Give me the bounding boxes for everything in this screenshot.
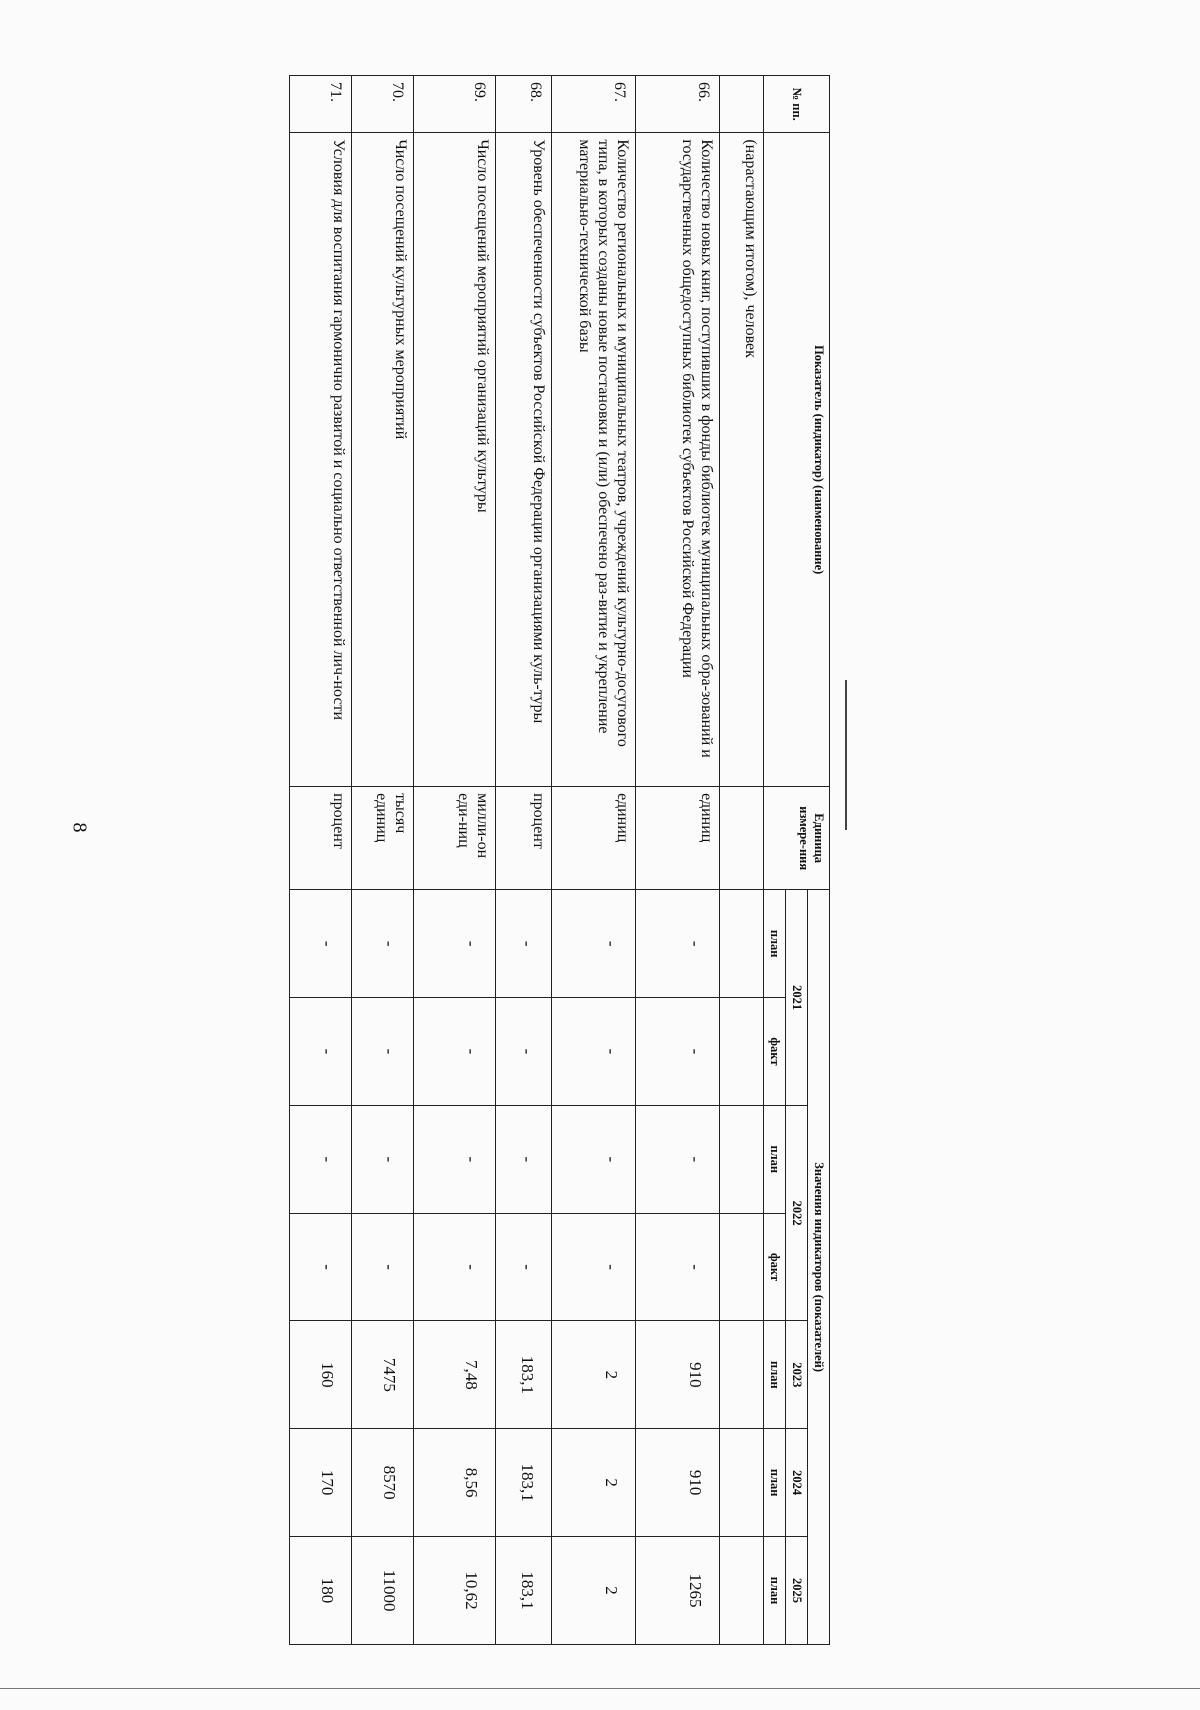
value-2023-plan: 7,48 — [414, 1321, 496, 1429]
page-number: 8 — [68, 822, 91, 833]
header-year-2021: 2021 — [786, 890, 808, 1106]
row-unit — [720, 787, 764, 890]
value-2022-plan: - — [552, 1105, 636, 1213]
value-2023-plan: 7475 — [352, 1321, 414, 1429]
header-sub-plan: план — [764, 1537, 786, 1645]
value-2023-plan: 160 — [290, 1321, 352, 1429]
value-2024-plan: 8,56 — [414, 1429, 496, 1537]
value-2022-fact: - — [496, 1213, 552, 1321]
value-2024-plan: 8570 — [352, 1429, 414, 1537]
header-sub-fact: факт — [764, 1213, 786, 1321]
row-unit: единиц — [552, 787, 636, 890]
row-unit: процент — [290, 787, 352, 890]
row-unit: милли-он еди-ниц — [414, 787, 496, 890]
header-sub-plan: план — [764, 1105, 786, 1213]
header-year-2023: 2023 — [786, 1321, 808, 1429]
value-2025-plan: 180 — [290, 1537, 352, 1645]
value-2021-plan: - — [414, 890, 496, 998]
value-2021-plan — [720, 890, 764, 998]
value-2025-plan: 183,1 — [496, 1537, 552, 1645]
value-2025-plan: 2 — [552, 1537, 636, 1645]
value-2024-plan: 2 — [552, 1429, 636, 1537]
row-name: Условия для воспитания гармонично развитой и социально ответственной лич-ности — [290, 133, 352, 787]
header-year-2022: 2022 — [786, 1105, 808, 1321]
value-2025-plan: 11000 — [352, 1537, 414, 1645]
header-sub-plan: план — [764, 1429, 786, 1537]
value-2022-fact — [720, 1213, 764, 1321]
header-sub-plan: план — [764, 890, 786, 998]
value-2024-plan: 910 — [636, 1429, 720, 1537]
table-row — [290, 76, 352, 1645]
value-2021-plan: - — [552, 890, 636, 998]
value-2023-plan: 910 — [636, 1321, 720, 1429]
value-2022-plan: - — [496, 1105, 552, 1213]
row-name: Уровень обеспеченности субъектов Российской Федерации организациями куль-туры — [496, 133, 552, 787]
row-num: 67. — [552, 76, 636, 133]
row-name: Число посещений культурных мероприятий — [352, 133, 414, 787]
value-2021-plan: - — [352, 890, 414, 998]
value-2021-plan: - — [290, 890, 352, 998]
value-2025-plan — [720, 1537, 764, 1645]
header-name: Показатель (индикатор) (наименование) — [764, 133, 830, 787]
table-row — [414, 76, 496, 1645]
value-2025-plan: 1265 — [636, 1537, 720, 1645]
value-2021-fact: - — [352, 998, 414, 1106]
value-2022-fact: - — [636, 1213, 720, 1321]
row-unit: процент — [496, 787, 552, 890]
scan-artifact-line — [845, 680, 847, 830]
value-2021-fact: - — [552, 998, 636, 1106]
value-2022-fact: - — [352, 1213, 414, 1321]
header-sub-plan: план — [764, 1321, 786, 1429]
table-row — [720, 76, 764, 1645]
value-2025-plan: 10,62 — [414, 1537, 496, 1645]
value-2022-plan: - — [352, 1105, 414, 1213]
value-2021-fact: - — [414, 998, 496, 1106]
value-2021-plan: - — [636, 890, 720, 998]
row-num: 70. — [352, 76, 414, 133]
value-2022-fact: - — [290, 1213, 352, 1321]
row-unit: тысяч единиц — [352, 787, 414, 890]
row-num: 69. — [414, 76, 496, 133]
header-sub-fact: факт — [764, 998, 786, 1106]
table-row — [352, 76, 414, 1645]
rotated-table-container — [170, 75, 830, 1645]
header-num: № пп. — [764, 76, 830, 133]
value-2021-plan: - — [496, 890, 552, 998]
value-2023-plan: 2 — [552, 1321, 636, 1429]
indicators-table — [289, 75, 830, 1645]
row-name: Количество новых книг, поступивших в фонды библиотек муниципальных обра-зований и государственных общедоступных библиотек субъектов Российской Федерации — [636, 133, 720, 787]
header-row-1 — [808, 76, 830, 1645]
row-name: Число посещений мероприятий организаций культуры — [414, 133, 496, 787]
value-2021-fact: - — [496, 998, 552, 1106]
value-2024-plan — [720, 1429, 764, 1537]
scan-edge — [0, 1688, 1200, 1689]
value-2023-plan — [720, 1321, 764, 1429]
value-2022-plan: - — [414, 1105, 496, 1213]
row-num: 68. — [496, 76, 552, 133]
row-num — [720, 76, 764, 133]
value-2021-fact: - — [290, 998, 352, 1106]
row-name: Количество региональных и муниципальных театров, учреждений культурно-досугового типа, в которых созданы новые постановки и (или) обеспечено раз-витие и укрепление материально-технической базы — [552, 133, 636, 787]
header-year-2025: 2025 — [786, 1537, 808, 1645]
row-name: (нарастающим итогом), человек — [720, 133, 764, 787]
value-2024-plan: 170 — [290, 1429, 352, 1537]
row-num: 66. — [636, 76, 720, 133]
value-2023-plan: 183,1 — [496, 1321, 552, 1429]
value-2022-fact: - — [414, 1213, 496, 1321]
row-unit: единиц — [636, 787, 720, 890]
value-2022-plan: - — [636, 1105, 720, 1213]
table-row — [636, 76, 720, 1645]
value-2021-fact: - — [636, 998, 720, 1106]
row-num: 71. — [290, 76, 352, 133]
value-2022-plan: - — [290, 1105, 352, 1213]
table-row — [552, 76, 636, 1645]
value-2024-plan: 183,1 — [496, 1429, 552, 1537]
header-year-2024: 2024 — [786, 1429, 808, 1537]
value-2021-fact — [720, 998, 764, 1106]
table-row — [496, 76, 552, 1645]
header-values-group: Значения индикаторов (показателей) — [808, 890, 830, 1645]
header-unit: Единица измере-ния — [764, 787, 830, 890]
value-2022-fact: - — [552, 1213, 636, 1321]
value-2022-plan — [720, 1105, 764, 1213]
